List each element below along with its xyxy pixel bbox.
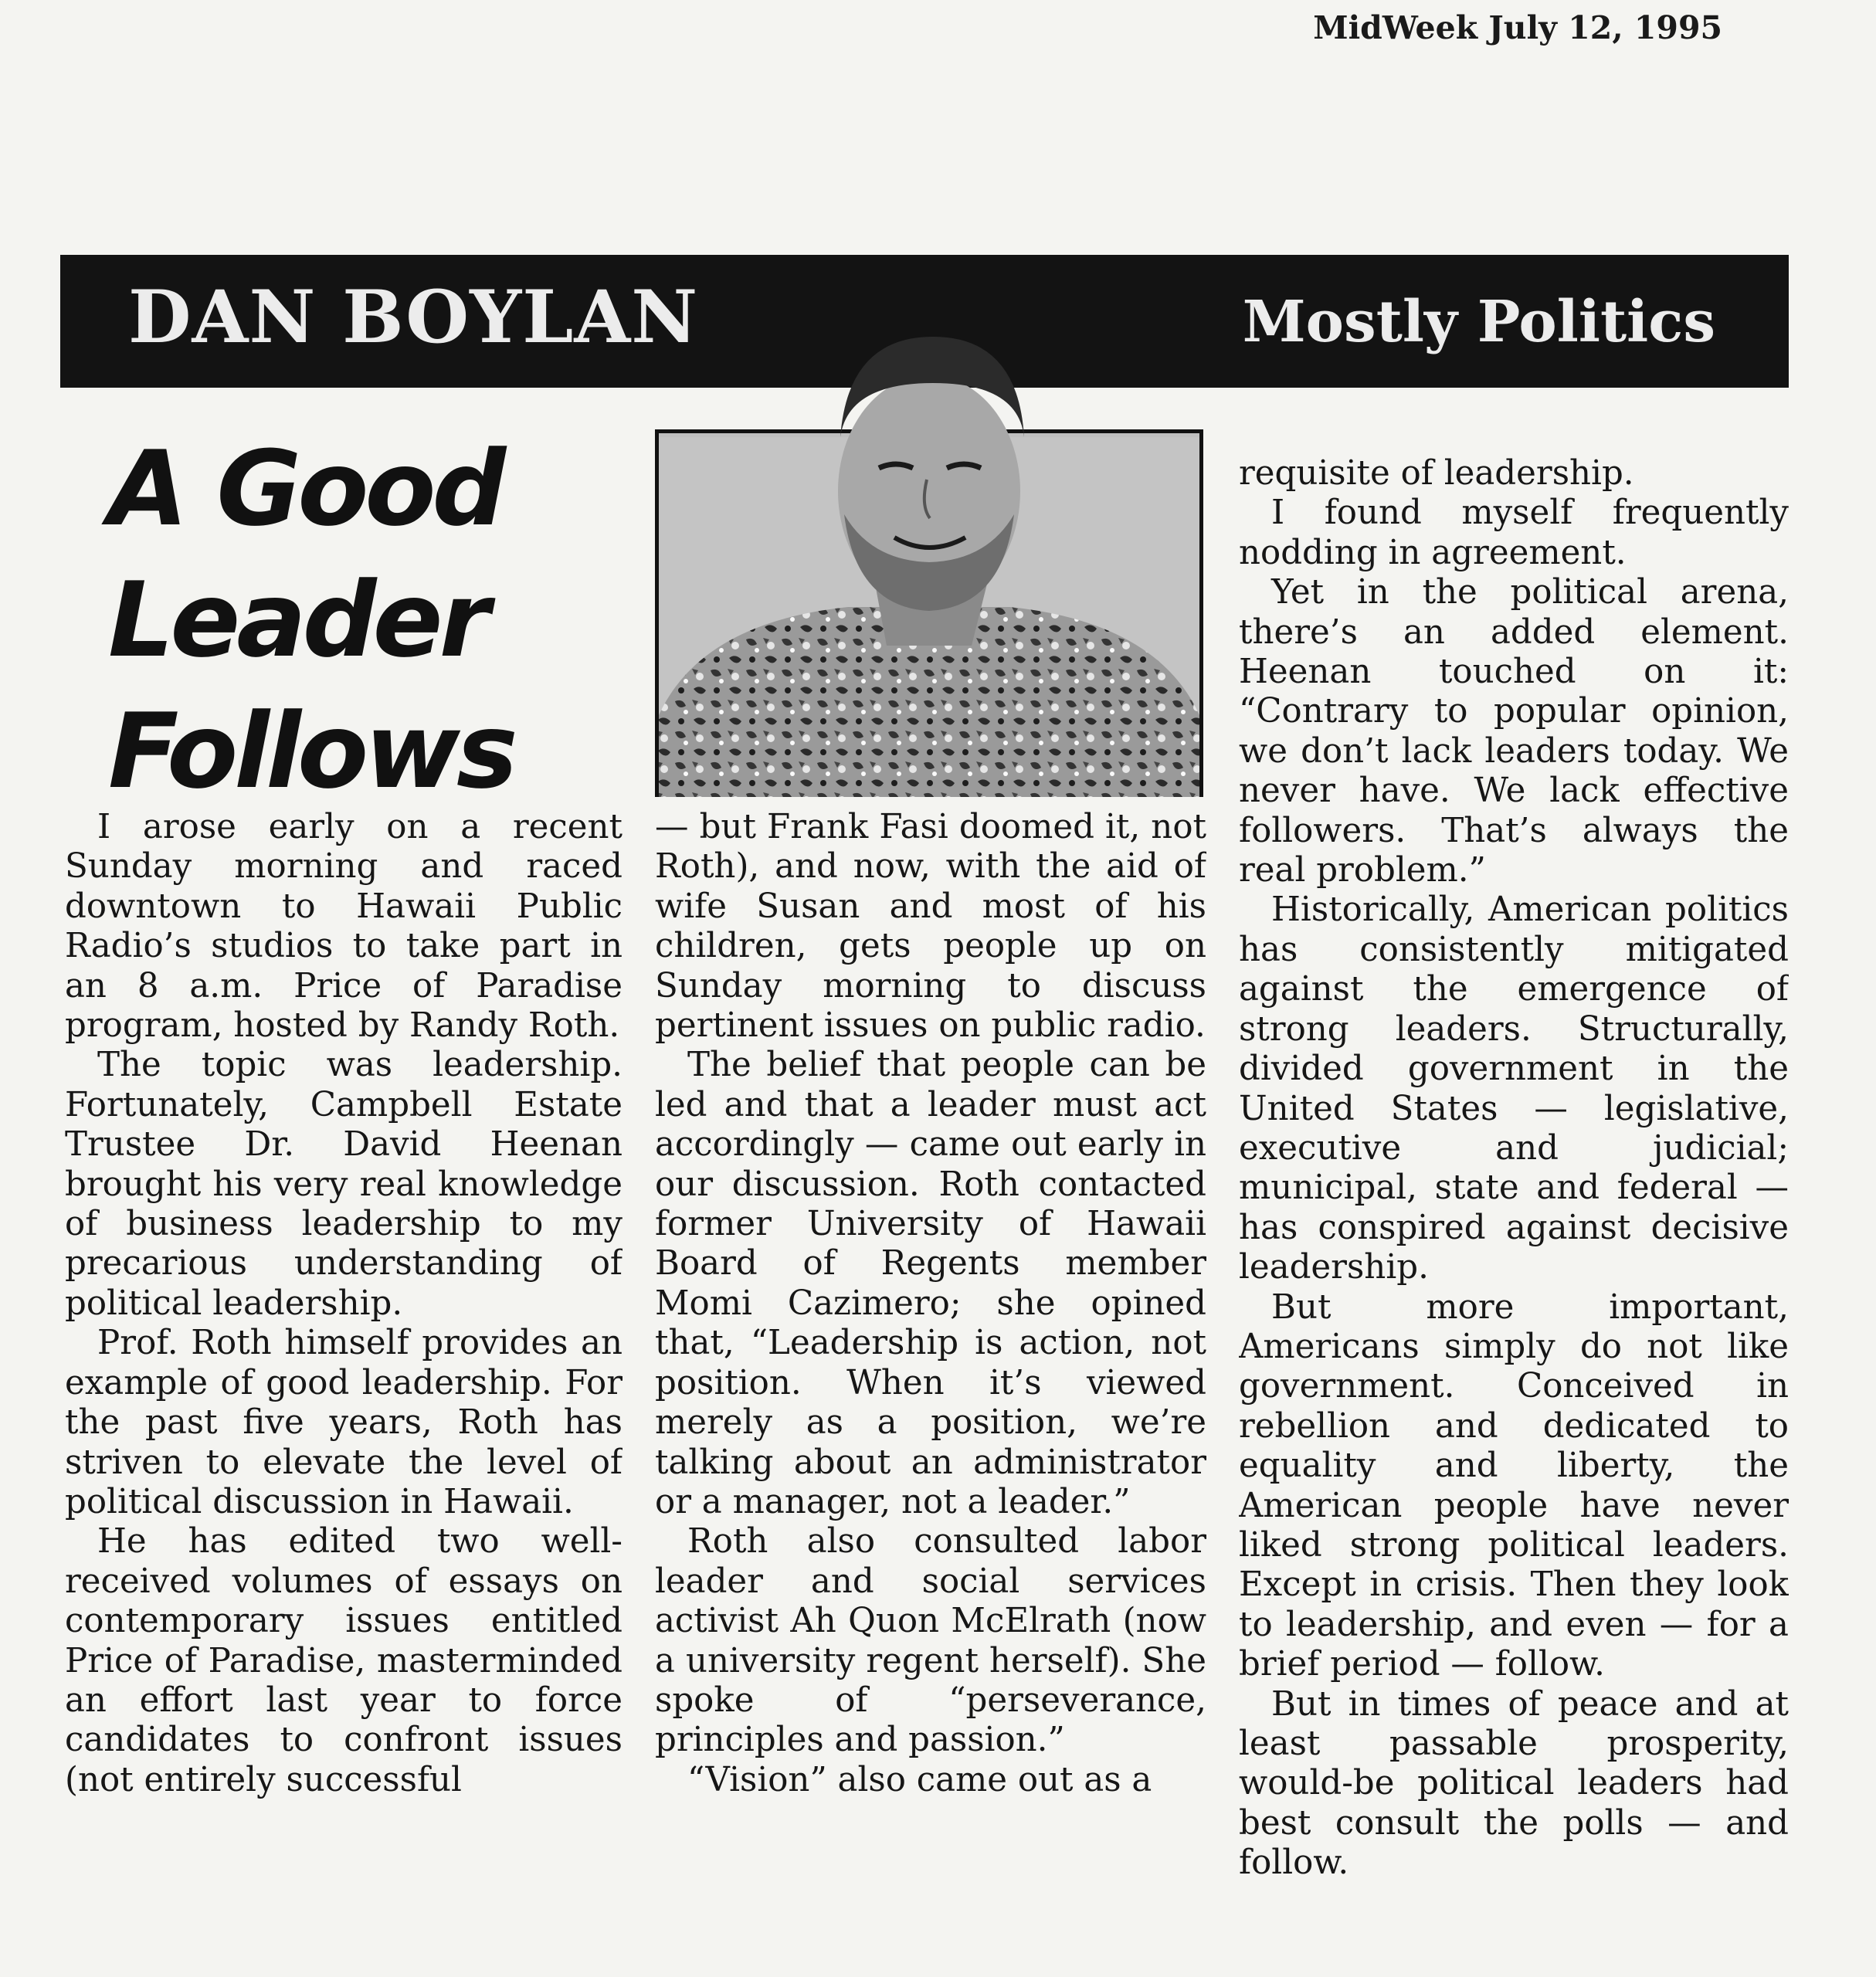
article-column-1 <box>65 808 623 1889</box>
paragraph: Prof. Roth himself provides an example of good leadership. For the past five years, Roth has striven to elevate the level of political discussion in Hawaii. <box>65 1324 623 1521</box>
paragraph: I found myself frequently nodding in agreement. <box>1239 493 1789 572</box>
paragraph: The belief that people can be led and that a leader must act accordingly — came out early in our discussion. Roth contacted former University of Hawaii Board of Regents member Momi Cazimero; she opined that, “Leadership is action, not position. When it’s viewed merely as a position, we’re talking about an administrator or a manager, not a leader.” <box>655 1046 1206 1521</box>
paragraph: Historically, American politics has consistently mitigated against the emergence of strong leaders. Structurally, divided government in the United States — legislative, executive and judicial; municipal, state and federal — has conspired against decisive leadership. <box>1239 890 1789 1287</box>
article-column-2 <box>655 808 1206 1889</box>
headline <box>108 423 572 817</box>
paragraph: — but Frank Fasi doomed it, not Roth), and now, with the aid of wife Susan and most of his children, gets people up on Sunday morning to discuss pertinent issues on public radio. <box>655 808 1206 1046</box>
paragraph: “Vision” also came out as a <box>687 1760 1152 1799</box>
paragraph: requisite of leadership. <box>1239 454 1634 493</box>
paragraph: But in times of peace and at least passable prosperity, would-be political leaders had best consult the polls — and follow. <box>1239 1684 1789 1883</box>
paragraph: Roth also consulted labor leader and social services activist Ah Quon McElrath (now a university regent herself). She spoke of “perseverance, principles and passion.” <box>655 1522 1206 1760</box>
author-byline: DAN BOYLAN <box>128 275 699 360</box>
paragraph: But more important, Americans simply do not like government. Conceived in rebellion and dedicated to equality and liberty, the American people have never liked strong political leaders. Except in crisis. Then they look to leadership, and even — for a brief period — follow. <box>1239 1287 1789 1684</box>
paragraph: I arose early on a recent Sunday morning and raced downtown to Hawaii Public Radio’s studios to take part in an 8 a.m. Price of Paradise program, hosted by Randy Roth. <box>65 808 623 1046</box>
author-photo <box>655 429 1203 797</box>
column-name: Mostly Politics <box>1242 289 1715 355</box>
article-column-3 <box>1239 454 1789 1891</box>
headline-line-1: A Good <box>108 429 503 549</box>
paragraph: The topic was leadership. Fortunately, Campbell Estate Trustee Dr. David Heenan brought his very real knowledge of business leadership to my precarious understanding of political leadership. <box>65 1046 623 1323</box>
headline-line-2: Leader <box>108 560 487 680</box>
headline-line-3: Follows <box>108 691 514 812</box>
paragraph: He has edited two well-received volumes of essays on contemporary issues entitled Price of Paradise, masterminded an effort last year to force candidates to confront issues (not entirely successful <box>65 1522 623 1799</box>
paragraph: Yet in the political arena, there’s an added element. Heenan touched on it: “Contrary to popular opinion, we don’t lack leaders today. We never have. We lack effective followers. That’s always the real problem.” <box>1239 573 1789 890</box>
portrait-illustration <box>655 283 1203 801</box>
masthead: MidWeek July 12, 1995 <box>1313 9 1722 46</box>
